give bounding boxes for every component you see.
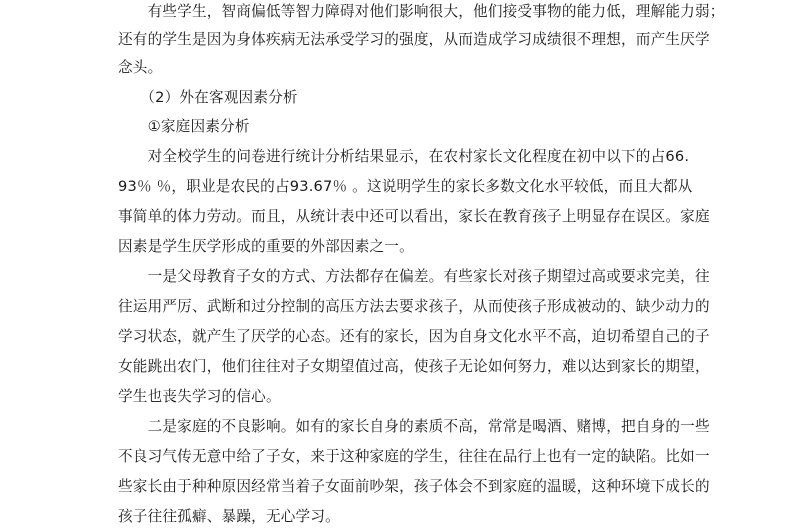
subsection-heading: ①家庭因素分析 bbox=[118, 118, 250, 135]
text-line: 往运用严厉、武断和过分控制的高压方法去要求孩子，从而使孩子形成被动的、缺少动力的 bbox=[118, 298, 710, 315]
text-line: 事简单的体力劳动。而且，从统计表中还可以看出，家长在教育孩子上明显存在误区。家庭 bbox=[118, 208, 710, 225]
text-line: 不良习气传无意中给了子女，来于这种家庭的学生，往往在品行上也有一定的缺陷。比如一 bbox=[118, 448, 710, 465]
text-line: 一是父母教育子女的方式、方法都存在偏差。有些家长对孩子期望过高或要求完美，往 bbox=[118, 268, 710, 285]
text-line: 些家长由于种种原因经常当着子女面前吵架，孩子体会不到家庭的温暖，这种环境下成长的 bbox=[118, 478, 710, 495]
text-line: 还有的学生是因为身体疾病无法承受学习的强度，从而造成学习成绩很不理想，而产生厌学 bbox=[118, 31, 710, 48]
text-line: 93％ ％，职业是农民的占93.67％ 。这说明学生的家长多数文化水平较低，而且大都从 bbox=[118, 178, 693, 195]
text-line: 有些学生，智商偏低等智力障碍对他们影响很大，他们接受事物的能力低，理解能力弱； bbox=[118, 3, 725, 20]
text-line: 对全校学生的问卷进行统计分析结果显示，在农村家长文化程度在初中以下的占66. bbox=[118, 148, 690, 165]
text-line: 念头。 bbox=[118, 59, 163, 76]
text-line: 二是家庭的不良影响。如有的家长自身的素质不高，常常是喝酒、赌博，把自身的一些 bbox=[118, 418, 710, 435]
text-line: 因素是学生厌学形成的重要的外部因素之一。 bbox=[118, 238, 414, 255]
text-line: 女能跳出农门，他们往往对子女期望值过高，使孩子无论如何努力，难以达到家长的期望， bbox=[118, 358, 710, 375]
text-line: 学生也丧失学习的信心。 bbox=[118, 388, 281, 405]
text-line: 学习状态，就产生了厌学的心态。还有的家长，因为自身文化水平不高，迫切希望自己的子 bbox=[118, 328, 710, 345]
text-line: 孩子往往孤癖、暴躁，无心学习。 bbox=[118, 508, 340, 525]
section-heading: （2）外在客观因素分析 bbox=[118, 89, 298, 106]
